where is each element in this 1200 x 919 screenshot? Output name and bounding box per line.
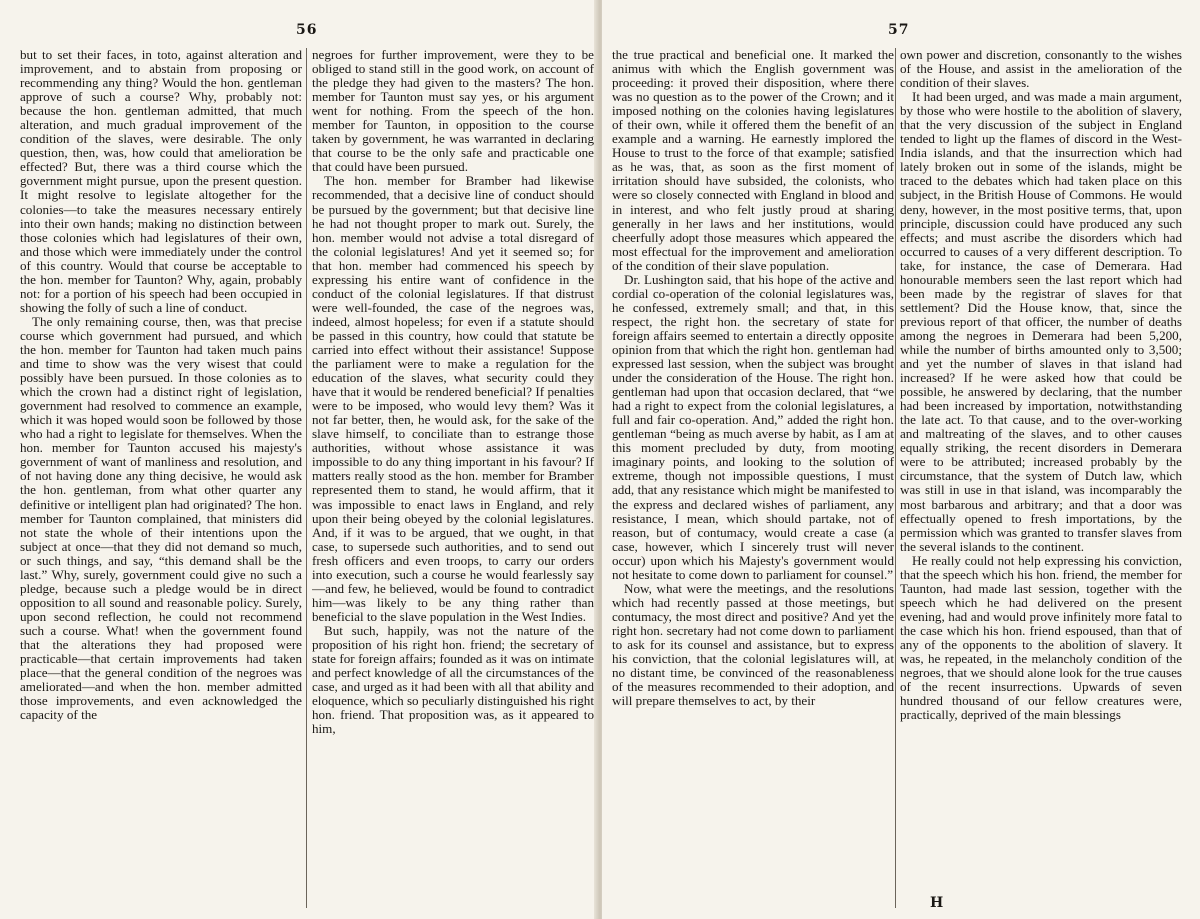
- paragraph: He really could not help expressing his conviction, that the speech which his hon. friend, the member for Taunton, had made last session, together with the speech which he had delivered on the present evening, had and would prove infinitely more fatal to the case which his hon. friend espoused, than that of any of the opponents to the abolition of slavery. It was, he repeated, in the melancholy condition of the negroes, that we should alone look for the true causes of the recent insurrections. Upwards of seven hundred thousand of our fellow creatures were, practically, deprived of the main blessings: [900, 552, 1182, 723]
- paragraph: It had been urged, and was made a main argument, by those who were hostile to the abolition of slavery, that the very discussion of the subject in England tended to light up the flames of discord in the West-India islands, and that the insurrection which had lately broken out in some of the islands, might be traced to the debates which had taken place on this subject, in the British House of Commons. He would deny, however, in the most positive terms, that, upon principle, discussion could have produced any such effects; and must ascribe the disorders which had occurred to causes of a very different description. To take, for instance, the case of Demerara. Had honourable members seen the last report which had been made by the registrar of slaves for that settlement? Did the House know, that, since the previous report of that officer, the number of deaths among the negroes in Demerara had been 5,200, while the number of births amounted only to 3,500; and yet the number of slaves in that island had increased? If he were asked how that could be possible, he answered by declaring, that the number had been increased by importation, notwithstanding the late act. To that cause, and to the over-working and maltreating of the slaves, and to other causes equally striking, the recent disorders in Demerara were to be attributed; increased probably by the circumstance, that the system of Dutch law, which was still in use in that island, was incomparably the most barbarous and arbitrary; and that a door was effectually opened to fresh importations, by the permission which was granted to transfer slaves from the several islands to the continent.: [900, 89, 1182, 554]
- right-column-2: [900, 48, 1182, 908]
- paragraph: own power and discretion, consonantly to the wishes of the House, and assist in the amelioration of the condition of their slaves.: [900, 48, 1182, 91]
- right-column-1: [612, 48, 894, 908]
- signature-mark: H: [930, 895, 944, 911]
- column-divider: [306, 48, 307, 908]
- left-column-1: [20, 48, 302, 908]
- page-number-right: 57: [888, 22, 910, 38]
- paragraph: but to set their faces, in toto, against alteration and improvement, and to abstain from proposing or recommending any thing? Would the hon. gentleman approve of such a course? Why, probably not: because the hon. gentleman admitted, that much alteration, and much gradual improvement of the condition of the slaves, were desirable. The only question, then, was, how could that amelioration be effected? But, there was a third course which the government might pursue, upon the present question. It might resolve to legislate altogether for the colonies—to take the measures necessary entirely into their own hands; making no distinction between those colonies which had legislatures of their own, and those which were immediately under the control of this country. Would that course be acceptable to the hon. member for Taunton? Why, again, probably not: for a portion of his speech had been occupied in showing the folly of such a line of conduct.: [20, 48, 302, 315]
- paragraph: negroes for further improvement, were they to be obliged to stand still in the good work, on account of the pledge they had given to the masters? The hon. member for Taunton must say yes, or his argument went for nothing. From the speech of the hon. member for Taunton, in opposition to the course taken by government, he was warranted in declaring that course to be the only safe and practicable one that could have been pursued.: [312, 48, 594, 175]
- paragraph: The hon. member for Bramber had likewise recommended, that a decisive line of conduct should be pursued by the government; but that decisive line he had not thought proper to mark out. Surely, the hon. member would not advise a total disregard of the colonial legislatures! And yet it seemed so; for that hon. member had commenced his speech by expressing his entire want of confidence in the conduct of the colonial legislatures. If that distrust were well-founded, the case of the negroes was, indeed, almost hopeless; for even if a statute should be passed in this country, how could that statute be carried into effect without their assistance! Suppose the parliament were to make a regulation for the education of the slaves, what security could they have that it would be rendered beneficial? If penalties were to be imposed, who would levy them? Was it not far better, then, he would ask, for the sake of the slave himself, to conciliate than to estrange those authorities, without whose assistance it was impossible to do any thing important in his favour? If matters really stood as the hon. member for Bramber represented them to stand, he would affirm, that it was impossible to enact laws in England, and rely upon their being obeyed by the colonial legislatures. And, if it was to be argued, that we ought, in that case, to supersede such authorities, and to send out fresh officers and even troops, to carry our orders into execution, such a course he would fearlessly say—and few, he believed, would be found to contradict him—was likely to be any thing rather than beneficial to the slave population in the West Indies.: [312, 173, 594, 624]
- page-right: [602, 0, 1200, 919]
- left-column-2: [312, 48, 594, 908]
- paragraph: But such, happily, was not the nature of the proposition of his right hon. friend; the secretary of state for foreign affairs; founded as it was on intimate and perfect knowledge of all the circumstances of the case, and urged as it had been with all that ability and eloquence, which so peculiarly distinguished his right hon. friend. That proposition was, as it appeared to him,: [312, 622, 594, 737]
- paragraph: Now, what were the meetings, and the resolutions which had recently passed at those meetings, but contumacy, the most direct and positive? And yet the right hon. secretary had not come down to parliament to ask for its counsel and assistance, but to express his conviction, that the colonial legislatures will, at no distant time, be convinced of the reasonableness of the measures recommended to their adoption, and will prepare themselves to act, by their: [612, 580, 894, 709]
- page-left: [0, 0, 598, 919]
- paragraph: the true practical and beneficial one. It marked the animus with which the English government was proceeding: it proved their disposition, where there was no question as to the power of the Crown; and it imposed nothing on the colonies having legislatures of their own, while it offered them the benefit of an example and a warning. He earnestly implored the House to trust to the force of that example; satisfied as he was, that, as soon as the first moment of irritation should have subsided, the colonists, who were so closely connected with England in blood and in interest, and who felt justly proud at sharing generally in her laws and her institutions, would cheerfully adopt those measures which appeared the most effectual for the improvement and amelioration of the condition of their slave population.: [612, 48, 894, 273]
- paragraph: Dr. Lushington said, that his hope of the active and cordial co-operation of the colonial legislatures was, he confessed, extremely small; and that, in this respect, the right hon. the secretary of state for foreign affairs seemed to entertain a directly opposite opinion from that which the right hon. gentleman had expressed last session, when the subject was brought under the consideration of the House. The right hon. gentleman had upon that occasion declared, that “we had a right to expect from the colonial legislatures, a full and fair co-operation. And,” added the right hon. gentleman “being as much averse by habit, as I am at this moment precluded by duty, from mooting imaginary points, and looking to the solution of extreme, though not impossible questions, I must add, that any resistance which might be manifested to the express and declared wishes of parliament, any resistance, I mean, which should partake, not of reason, but of contumacy, would create a case (a case, however, which I sincerely trust will never occur) upon which his Majesty's government would not hesitate to come down to parliament for counsel.”: [612, 271, 894, 582]
- page-number-left: 56: [296, 22, 318, 38]
- paragraph: The only remaining course, then, was that precise course which government had pursued, and which the hon. member for Taunton had taken much pains and time to show was the very wisest that could possibly have been pursued. In those colonies as to which the crown had a distinct right of legislation, government had resolved to commence an example, which it was hoped would soon be followed by those who had a right to legislate for themselves. When the hon. member for Taunton accused his majesty's government of want of manliness and resolution, and of not having done any thing decisive, he would ask the hon. gentleman, from what other quarter any definitive or intelligent plan had originated? The hon. member for Taunton complained, that ministers did not state the whole of their intentions upon the subject at once—that they did not demand so much, or such things, and say, “this demand shall be the last.” Why, surely, government could give no such a pledge, because such a pledge would be in direct opposition to all sound and reasonable policy. Surely, upon second reflection, he could not recommend such a course. What! when the government found that the alterations they had proposed were practicable—that certain improvements had taken place—that the general condition of the negroes was ameliorated—and when the hon. member admitted those improvements, and even acknowledged the capacity of the: [20, 313, 302, 723]
- column-divider: [895, 48, 896, 908]
